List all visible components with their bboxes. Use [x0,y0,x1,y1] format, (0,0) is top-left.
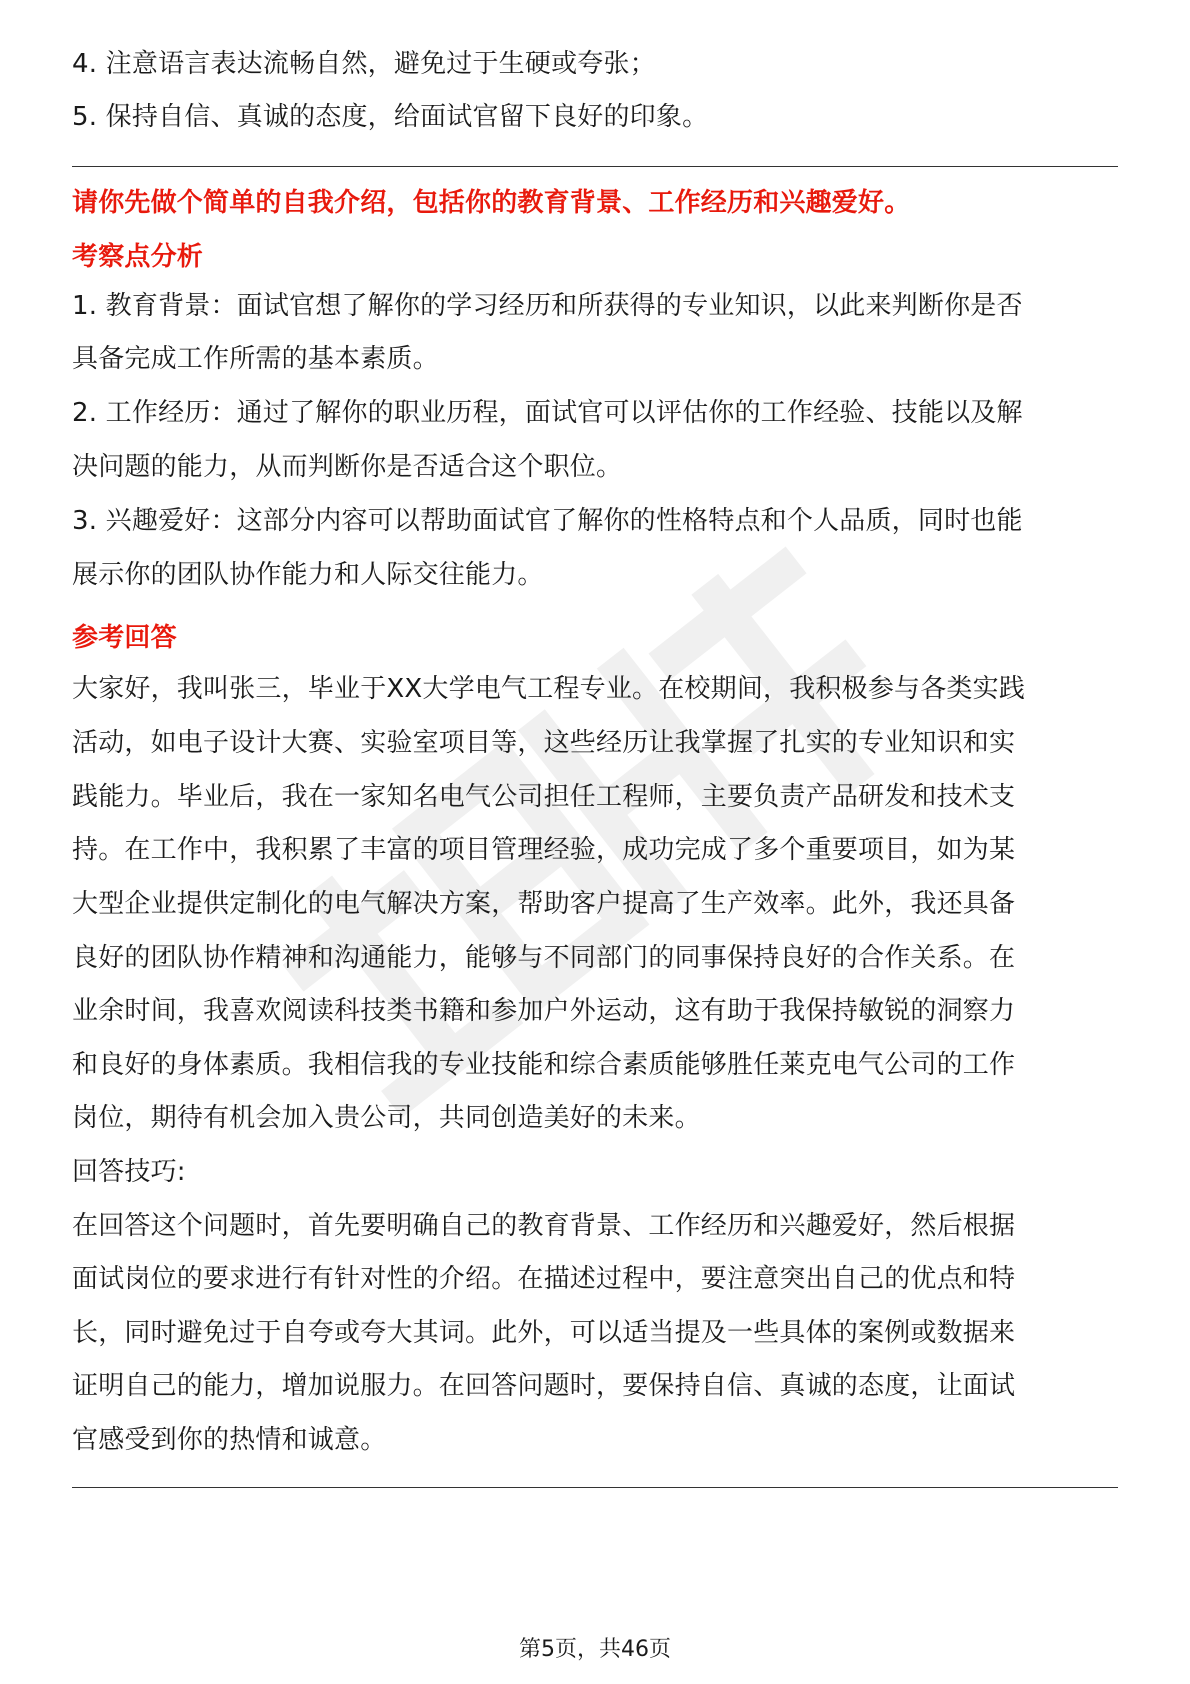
document-page [72,0,1118,1684]
answer-line: 践能力。毕业后，我在一家知名电气公司担任工程师，主要负责产品研发和技术支 [72,782,1016,812]
analysis-line: 2. 工作经历：通过了解你的职业历程，面试官可以评估你的工作经验、技能以及解 [72,398,1023,428]
analysis-line: 具备完成工作所需的基本素质。 [72,344,439,374]
answer-line: 和良好的身体素质。我相信我的专业技能和综合素质能够胜任莱克电气公司的工作 [72,1050,1016,1080]
analysis-heading: 考察点分析 [72,242,204,272]
technique-heading: 回答技巧: [72,1157,186,1187]
answer-line: 活动，如电子设计大赛、实验室项目等，这些经历让我掌握了扎实的专业知识和实 [72,728,1016,758]
answer-line: 良好的团队协作精神和沟通能力，能够与不同部门的同事保持良好的合作关系。在 [72,943,1016,973]
question-title: 请你先做个简单的自我介绍，包括你的教育背景、工作经历和兴趣爱好。 [72,188,911,218]
technique-line: 官感受到你的热情和诚意。 [72,1425,387,1455]
answer-line: 岗位，期待有机会加入贵公司，共同创造美好的未来。 [72,1103,701,1133]
analysis-line: 展示你的团队协作能力和人际交往能力。 [72,560,544,590]
technique-line: 在回答这个问题时，首先要明确自己的教育背景、工作经历和兴趣爱好，然后根据 [72,1211,1016,1241]
answer-line: 大型企业提供定制化的电气解决方案，帮助客户提高了生产效率。此外，我还具备 [72,889,1016,919]
section-divider-top [72,166,1118,167]
technique-line: 长，同时避免过于自夸或夸大其词。此外，可以适当提及一些具体的案例或数据来 [72,1318,1016,1348]
page-number: 第5页，共46页 [519,1637,671,1662]
tip-item-5: 5. 保持自信、真诚的态度，给面试官留下良好的印象。 [72,102,709,132]
answer-line: 大家好，我叫张三，毕业于XX大学电气工程专业。在校期间，我积极参与各类实践 [72,674,1026,704]
analysis-line: 1. 教育背景：面试官想了解你的学习经历和所获得的专业知识，以此来判断你是否 [72,291,1023,321]
analysis-line: 决问题的能力，从而判断你是否适合这个职位。 [72,452,623,482]
tip-item-4: 4. 注意语言表达流畅自然，避免过于生硬或夸张； [72,49,656,79]
section-divider-bottom [72,1487,1118,1488]
analysis-line: 3. 兴趣爱好：这部分内容可以帮助面试官了解你的性格特点和个人品质，同时也能 [72,506,1023,536]
answer-line: 持。在工作中，我积累了丰富的项目管理经验，成功完成了多个重要项目，如为某 [72,835,1016,865]
answer-heading: 参考回答 [72,623,177,653]
technique-line: 面试岗位的要求进行有针对性的介绍。在描述过程中，要注意突出自己的优点和特 [72,1264,1016,1294]
answer-line: 业余时间，我喜欢阅读科技类书籍和参加户外运动，这有助于我保持敏锐的洞察力 [72,996,1016,1026]
technique-line: 证明自己的能力，增加说服力。在回答问题时，要保持自信、真诚的态度，让面试 [72,1371,1016,1401]
